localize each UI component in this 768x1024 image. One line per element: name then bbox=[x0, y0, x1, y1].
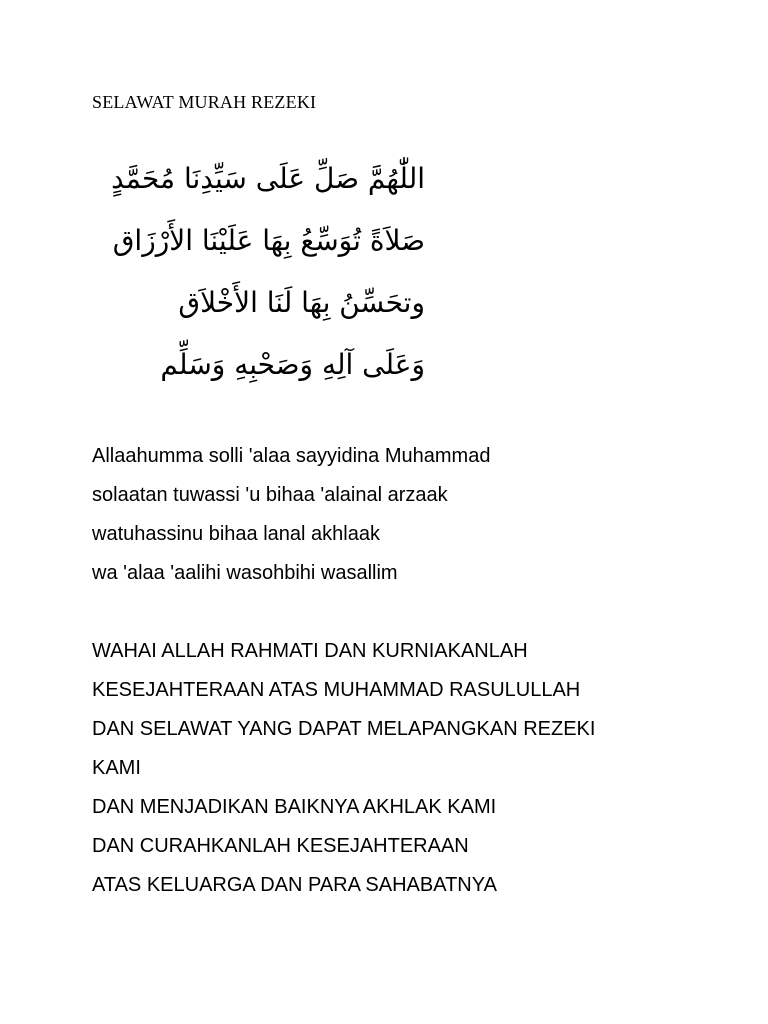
transliteration-line: solaatan tuwassi 'u bihaa 'alainal arzaak bbox=[92, 484, 448, 506]
translation-line: WAHAI ALLAH RAHMATI DAN KURNIAKANLAH bbox=[92, 640, 528, 662]
translation-line: KESEJAHTERAAN ATAS MUHAMMAD RASULULLAH bbox=[92, 679, 581, 701]
transliteration-line: Allaahumma solli 'alaa sayyidina Muhammad bbox=[92, 445, 491, 467]
transliteration-line: watuhassinu bihaa lanal akhlaak bbox=[92, 523, 380, 545]
document-title: SELAWAT MURAH REZEKI bbox=[92, 92, 317, 112]
translation-line: DAN SELAWAT YANG DAPAT MELAPANGKAN REZEKI bbox=[92, 718, 596, 740]
arabic-line: صَلاَةً تُوَسِّعُ بِهَا عَلَيْنَا الأَرْزَاق bbox=[112, 224, 425, 257]
arabic-line: وَعَلَى آلِهِ وَصَحْبِهِ وَسَلِّم bbox=[160, 348, 425, 381]
transliteration-line: wa 'alaa 'aalihi wasohbihi wasallim bbox=[92, 562, 398, 584]
translation-line: KAMI bbox=[92, 757, 141, 779]
arabic-text-block bbox=[60, 148, 425, 396]
translation-line: DAN CURAHKANLAH KESEJAHTERAAN bbox=[92, 835, 469, 857]
arabic-line: وتحَسِّنُ بِهَا لَنَا الأَخْلاَق bbox=[178, 286, 425, 319]
translation-line: ATAS KELUARGA DAN PARA SAHABATNYA bbox=[92, 874, 497, 896]
translation-line: DAN MENJADIKAN BAIKNYA AKHLAK KAMI bbox=[92, 796, 497, 818]
arabic-line: اللّٰهُمَّ صَلِّ عَلَى سَيِّدِنَا مُحَمَّدٍ bbox=[111, 162, 425, 195]
translation-block bbox=[92, 632, 595, 905]
transliteration-block bbox=[92, 437, 490, 593]
